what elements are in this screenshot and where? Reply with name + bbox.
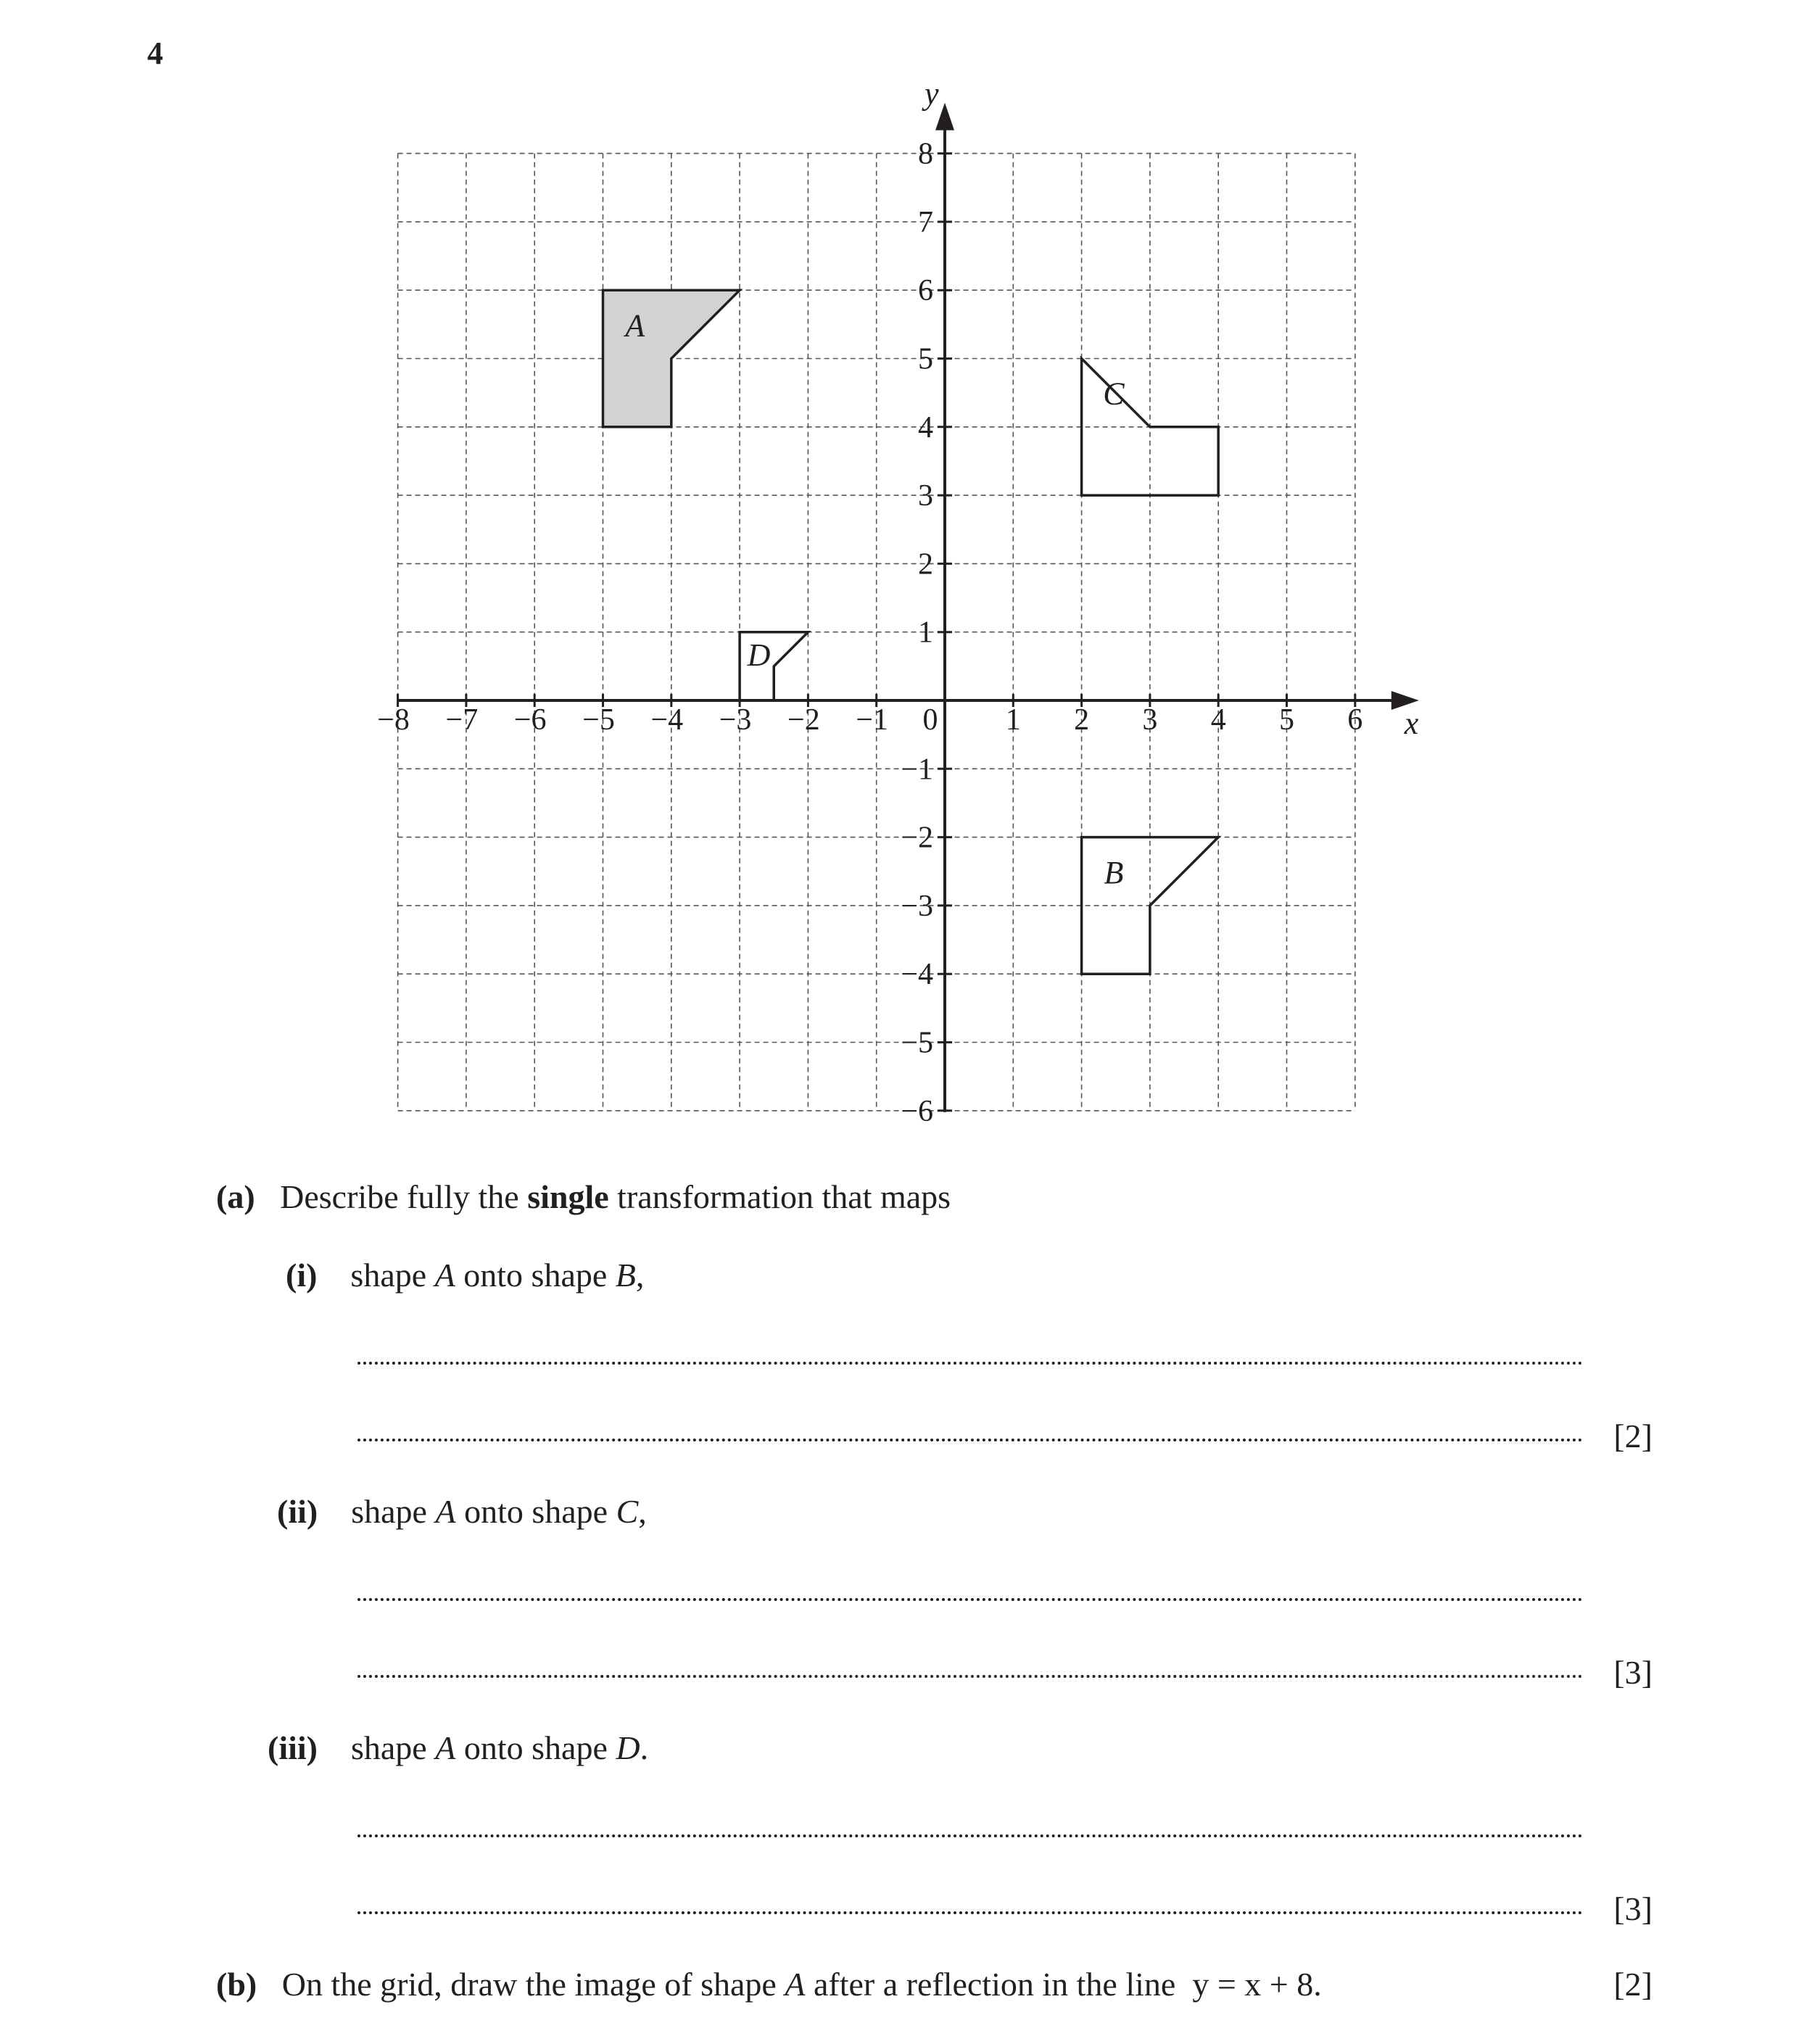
marks-ii: [3]: [1613, 1654, 1653, 1691]
answer-line[interactable]: [357, 1362, 1583, 1365]
answer-line[interactable]: [357, 1598, 1583, 1601]
part-b-text-pre: On the grid, draw the image of shape: [281, 1966, 785, 2003]
y-tick-label: 8: [918, 137, 933, 171]
y-tick-label: −4: [901, 958, 933, 992]
part-b-equation: y = x + 8.: [1192, 1966, 1322, 2003]
subpart-iii-text-mid: onto shape: [455, 1729, 616, 1766]
shape-label-d: D: [747, 637, 771, 673]
answer-line[interactable]: [357, 1675, 1583, 1678]
x-tick-label: 5: [1279, 703, 1294, 737]
x-tick-label: 0: [922, 703, 938, 737]
x-tick-label: −5: [582, 703, 615, 737]
x-tick-label: 4: [1210, 703, 1226, 737]
subpart-ii-shape2: C: [616, 1493, 639, 1530]
question-number: 4: [147, 36, 163, 71]
subpart-iii-label: (iii): [268, 1729, 318, 1766]
x-tick-label: 2: [1074, 703, 1090, 737]
answer-line[interactable]: [357, 1911, 1583, 1914]
y-tick-label: 5: [918, 342, 933, 376]
x-tick-label: −3: [719, 703, 752, 737]
part-a-statement: [216, 1180, 951, 1214]
x-tick-label: −8: [377, 703, 410, 737]
shape-a: [603, 290, 740, 427]
subpart-i-shape2: B: [615, 1257, 636, 1294]
subpart-i-text-pre: shape: [350, 1257, 435, 1294]
x-tick-label: −7: [445, 703, 479, 737]
shape-label-a: A: [625, 307, 645, 344]
subpart-ii-text-pre: shape: [351, 1493, 436, 1530]
part-b-statement: [216, 1968, 1322, 2001]
y-tick-label: −2: [901, 821, 933, 855]
subpart-iii-text-end: .: [640, 1729, 649, 1766]
part-b-text-mid: after a reflection in the line: [805, 1966, 1184, 2003]
subpart-i-label: (i): [286, 1257, 318, 1294]
subpart-ii-shape1: A: [435, 1493, 456, 1530]
shape-label-c: C: [1103, 376, 1125, 412]
y-tick-label: −1: [901, 753, 933, 787]
answer-line[interactable]: [357, 1834, 1583, 1837]
subpart-i-statement: [286, 1259, 644, 1292]
marks-b: [2]: [1613, 1966, 1653, 2003]
part-b-label: (b): [216, 1966, 257, 2003]
part-b-shape: A: [785, 1966, 806, 2003]
part-a-label: (a): [216, 1178, 255, 1215]
y-tick-label: 6: [918, 274, 933, 308]
part-a-text-before: Describe fully the: [280, 1178, 528, 1215]
part-a-text-after: transformation that maps: [608, 1178, 951, 1215]
subpart-ii-statement: [277, 1495, 647, 1528]
shape-b: [1082, 837, 1219, 975]
y-axis-label: y: [925, 75, 939, 112]
subpart-iii-text-pre: shape: [350, 1729, 436, 1766]
subpart-i-text-end: ,: [635, 1257, 645, 1294]
y-tick-label: −6: [901, 1094, 933, 1128]
x-tick-label: −6: [513, 703, 547, 737]
subpart-iii-shape1: A: [435, 1729, 456, 1766]
x-axis-label: x: [1404, 706, 1419, 741]
shape-c: [1082, 359, 1219, 496]
part-a-text-bold: single: [527, 1178, 609, 1215]
subpart-ii-label: (ii): [277, 1493, 318, 1530]
y-tick-label: 2: [918, 547, 933, 582]
y-tick-label: 3: [918, 479, 933, 513]
y-tick-label: −3: [901, 889, 933, 923]
x-tick-label: −4: [650, 703, 684, 737]
subpart-iii-statement: [268, 1731, 648, 1765]
subpart-ii-text-end: ,: [638, 1493, 647, 1530]
subpart-i-text-mid: onto shape: [455, 1257, 616, 1294]
y-tick-label: 7: [918, 205, 933, 239]
x-tick-label: 6: [1347, 703, 1363, 737]
y-tick-label: 1: [918, 616, 933, 650]
answer-line[interactable]: [357, 1439, 1583, 1441]
marks-i: [2]: [1613, 1418, 1653, 1455]
marks-iii: [3]: [1613, 1890, 1653, 1927]
subpart-i-shape1: A: [434, 1257, 455, 1294]
shape-label-b: B: [1104, 854, 1124, 890]
x-tick-label: −1: [856, 703, 889, 737]
x-tick-label: 1: [1005, 703, 1021, 737]
y-tick-label: −5: [901, 1026, 933, 1060]
y-tick-label: 4: [918, 410, 933, 444]
subpart-ii-text-mid: onto shape: [455, 1493, 616, 1530]
x-tick-label: −2: [787, 703, 820, 737]
x-tick-label: 3: [1142, 703, 1158, 737]
subpart-iii-shape2: D: [616, 1729, 640, 1766]
